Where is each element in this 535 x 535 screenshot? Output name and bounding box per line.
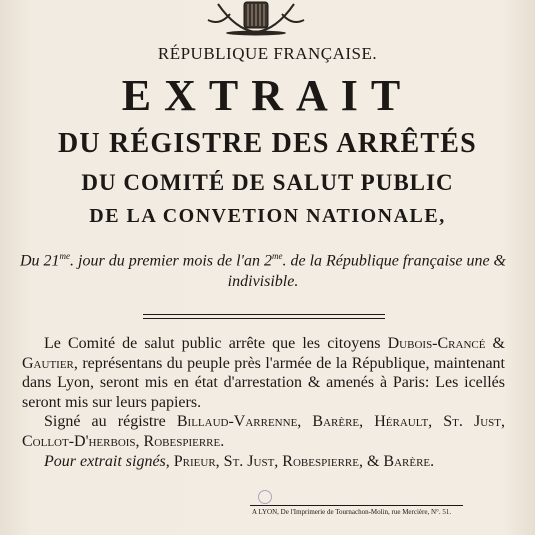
decree-signatories: Billaud-Varrenne, Barère, Hérault, St. Just, Collot-D'herbois, Robespierre. (22, 413, 505, 450)
emblem-fasces-icon (200, 0, 312, 36)
decree-p1-a: Le Comité de salut public arrête que les citoyens (44, 335, 388, 352)
printer-imprint: A LYON, De l'Imprimerie de Tournachon-Molin, rue Mercière, N°. 51. (252, 508, 452, 516)
library-stamp (258, 490, 272, 504)
date-text-3: . de la République française une & indivisible. (227, 252, 506, 291)
date-sup-1: me (59, 251, 71, 261)
registry-heading: DU RÉGISTRE DES ARRÊTÉS (58, 128, 477, 159)
decree-p3-a: Pour extrait signés (44, 452, 166, 470)
extrait-title: EXTRAIT (121, 71, 414, 120)
decree-p1-b: & (485, 335, 505, 352)
republic-heading: RÉPUBLIQUE FRANÇAISE. (157, 44, 378, 63)
convention-heading: DE LA CONVETION NATIONALE, (89, 205, 446, 227)
decree-text (22, 334, 505, 471)
date-text-1: Du 21 (19, 252, 60, 270)
decree-p3-b: , (165, 452, 174, 470)
decree-name-duboiscrance: Dubois-Crancé (387, 335, 486, 352)
decree-p1-c: , représentans du peuple près l'armée de la République, maintenant dans Lyon, seront mis en état d'arrestation & amenés à Paris: Les icellés seront mis sur leurs papiers. (22, 354, 505, 411)
date-sup-2: me (271, 251, 283, 261)
divider-rule (143, 314, 385, 319)
date-text-2: . jour du premier mois de l'an 2 (70, 252, 272, 270)
decree-paragraph-3 (22, 452, 505, 472)
decree-paragraph-2 (22, 412, 505, 451)
decree-p2-a: Signé au régistre (44, 413, 177, 431)
date-line (18, 246, 508, 292)
committee-heading: DU COMITÉ DE SALUT PUBLIC (81, 170, 454, 195)
decree-paragraph-1 (22, 334, 505, 412)
decree-extract-signatories: Prieur, St. Just, Robespierre, & Barère. (173, 452, 435, 470)
decree-name-gautier: Gautier (22, 354, 74, 372)
